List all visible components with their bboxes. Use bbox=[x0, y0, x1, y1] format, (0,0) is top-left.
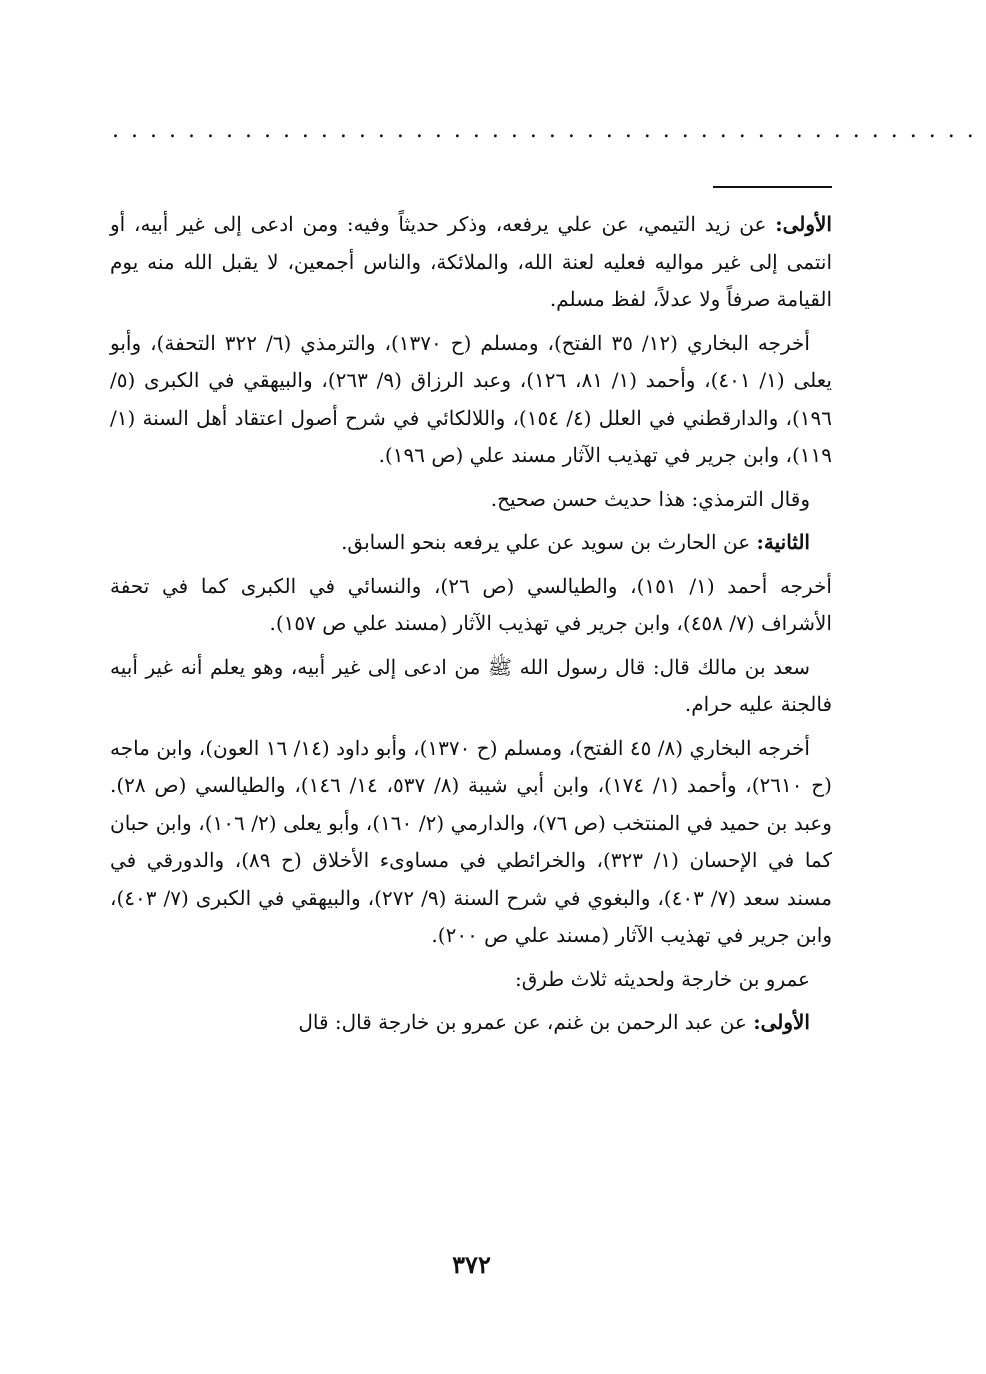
paragraph-text: وقال الترمذي: هذا حديث حسن صحيح. bbox=[490, 486, 810, 511]
paragraph-text: أخرجه البخاري (٨/ ٤٥ الفتح)، ومسلم (ح ١٣٧٠)، وأبو داود (١٤/ ١٦ العون)، وابن ماجه (ح ٢٦١٠)، وأحمد (١/ ١٧٤)، وابن أبي شيبة (٨/ ٥٣٧، ١٤/ ١٤٦)، والطيالسي (ص ٢٨). وعبد بن حميد في المنتخب (ص ٧٦)، والدارمي (٢/ ١٦٠)، وأبو يعلى (٢/ ١٠٦)، وابن حبان كما في الإحسان (١/ ٣٢٣)، والخرائطي في مساوىء الأخلاق (ح ٨٩)، والدورقي في مسند سعد (٧/ ٤٠٣)، والبغوي في شرح السنة (٩/ ٢٧٢)، والبيهقي في الكبرى (٧/ ٤٠٣)، وابن جرير في تهذيب الآثار (مسند علي ص ٢٠٠). bbox=[110, 735, 832, 947]
footnote-text bbox=[110, 206, 832, 1048]
paragraph-text: عن زيد التيمي، عن علي يرفعه، وذكر حديثاً وفيه: ومن ادعى إلى غير أبيه، أو انتمى إلى غير مواليه فعليه لعنة الله، والملائكة، والناس أجمعين، لا يقبل الله منه يوم القيامة صرفاً ولا عدلاً، لفظ مسلم. bbox=[110, 212, 832, 311]
paragraph bbox=[110, 649, 832, 724]
footnote-rule bbox=[713, 186, 832, 188]
paragraph-text: عن الحارث بن سويد عن علي يرفعه بنحو السابق. bbox=[341, 530, 757, 554]
page-number: ٣٧٢ bbox=[452, 1250, 491, 1279]
paragraph-text: سعد بن مالك قال: قال رسول الله ﷺ من ادعى إلى غير أبيه، وهو يعلم أنه غير أبيه فالجنة عليه حرام. bbox=[110, 654, 832, 716]
paragraph-text: أخرجه أحمد (١/ ١٥١)، والطيالسي (ص ٢٦)، والنسائي في الكبرى كما في تحفة الأشراف (٧/ ٤٥٨)، وابن جرير في تهذيب الآثار (مسند علي ص ١٥٧). bbox=[110, 573, 832, 635]
paragraph-lead: الأولى: bbox=[753, 1010, 810, 1034]
paragraph-lead: الأولى: bbox=[775, 212, 832, 236]
paragraph bbox=[110, 325, 832, 475]
paragraph bbox=[110, 481, 832, 519]
paragraph bbox=[110, 568, 832, 643]
paragraph-text: عن عبد الرحمن بن غنم، عن عمرو بن خارجة قال: قال bbox=[298, 1010, 754, 1034]
paragraph bbox=[110, 961, 832, 999]
dotted-separator: .............................................. bbox=[112, 118, 986, 143]
paragraph-text: أخرجه البخاري (١٢/ ٣٥ الفتح)، ومسلم (ح ١٣٧٠)، والترمذي (٦/ ٣٢٢ التحفة)، وأبو يعلى (١/ ٤٠١)، وأحمد (١/ ٨١، ١٢٦)، وعبد الرزاق (٩/ ٢٦٣)، والبيهقي في الكبرى (٥/ ١٩٦)، والدارقطني في العلل (٤/ ١٥٤)، واللالكائي في شرح أصول اعتقاد أهل السنة (١/ ١١٩)، وابن جرير في تهذيب الآثار مسند علي (ص ١٩٦). bbox=[110, 330, 832, 467]
paragraph bbox=[110, 206, 832, 319]
paragraph-text: عمرو بن خارجة ولحديثه ثلاث طرق: bbox=[515, 966, 810, 991]
paragraph bbox=[110, 1004, 832, 1042]
paragraph-lead: الثانية: bbox=[756, 530, 810, 554]
paragraph bbox=[110, 524, 832, 562]
paragraph bbox=[110, 730, 832, 955]
